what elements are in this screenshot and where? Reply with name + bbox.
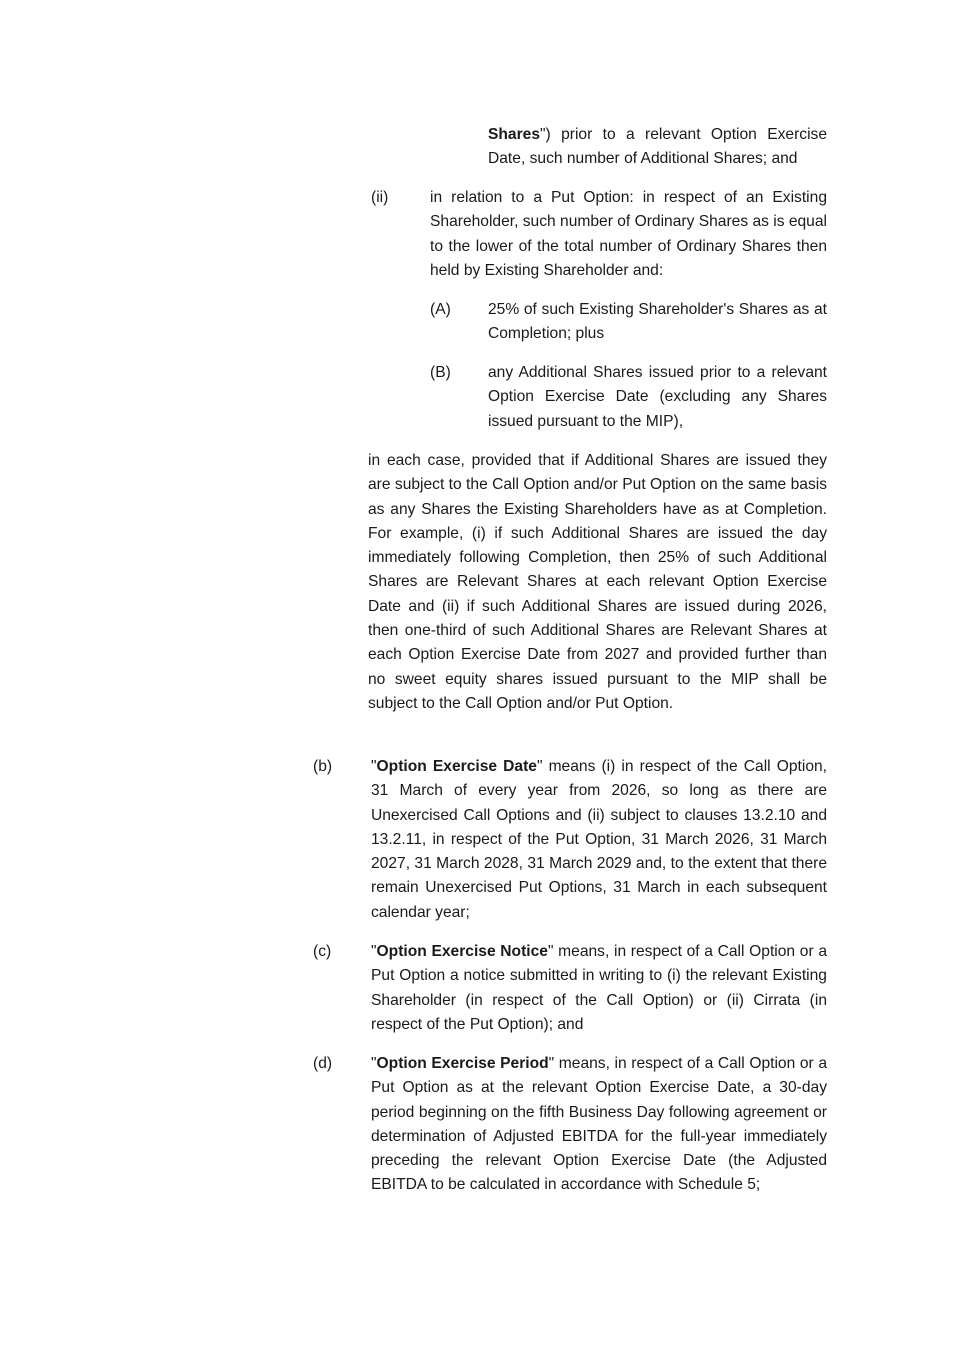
- term-option-exercise-period: Option Exercise Period: [376, 1055, 549, 1072]
- item-d-label: (d): [313, 1055, 333, 1072]
- continuation-paragraph: [488, 123, 827, 172]
- item-B-label: (B): [430, 364, 451, 381]
- term-option-exercise-date: Option Exercise Date: [376, 758, 537, 775]
- item-b-text: " means (i) in respect of the Call Option, 31 March of every year from 2026, so long as there are Unexercised Call Options and (ii) subject to clauses 13.2.10 and 13.2.11, in respect of the Put Option, 31 March 2026, 31 March 2027, 31 March 2028, 31 March 2029 and, to the extent that there remain Unexercised Put Options, 31 March in each subsequent calendar year;: [371, 758, 827, 921]
- defined-term-shares: Shares: [488, 126, 541, 143]
- item-c-open-quote: ": [371, 943, 377, 960]
- item-A-label: (A): [430, 301, 451, 318]
- item-A-text: 25% of such Existing Shareholder's Shares as at Completion; plus: [488, 301, 827, 343]
- item-d-open-quote: ": [371, 1055, 377, 1072]
- item-ii-text: in relation to a Put Option: in respect of an Existing Shareholder, such number of Ordinary Shares as is equal to the lower of the total number of Ordinary Shares then held by Existing Shareholder and:: [430, 189, 827, 279]
- item-d-definition: [371, 1052, 827, 1198]
- item-c-definition: [371, 940, 827, 1037]
- item-B-text: any Additional Shares issued prior to a relevant Option Exercise Date (excluding any Shares issued pursuant to the MIP),: [488, 364, 827, 430]
- item-d-text: " means, in respect of a Call Option or a Put Option as at the relevant Option Exercise Date, a 30-day period beginning on the fifth Business Day following agreement or determination of Adjusted EBITDA for the full-year immediately preceding the relevant Option Exercise Date (the Adjusted EBITDA to be calculated in accordance with Schedule 5;: [371, 1055, 827, 1194]
- continuation-text: ") prior to a relevant Option Exercise Date, such number of Additional Shares; and: [488, 126, 827, 168]
- item-b-label: (b): [313, 758, 333, 775]
- item-b-open-quote: ": [371, 758, 377, 775]
- item-ii-label: (ii): [371, 189, 389, 206]
- item-b-definition: [371, 755, 827, 925]
- item-c-text: " means, in respect of a Call Option or a Put Option a notice submitted in writing to (i) the relevant Existing Shareholder (in respect of the Call Option) or (ii) Cirrata (in respect of the Put Option); and: [371, 943, 827, 1033]
- term-option-exercise-notice: Option Exercise Notice: [376, 943, 548, 960]
- proviso-paragraph: in each case, provided that if Additional Shares are issued they are subject to the Call Option and/or Put Option on the same basis as any Shares the Existing Shareholders have as at Completion. For example, (i) if such Additional Shares are issued the day immediately following Completion, then 25% of such Additional Shares are Relevant Shares at each relevant Option Exercise Date and (ii) if such Additional Shares are issued during 2026, then one-third of such Additional Shares are Relevant Shares at each Option Exercise Date from 2027 and provided further than no sweet equity shares issued pursuant to the MIP shall be subject to the Call Option and/or Put Option.: [368, 452, 827, 712]
- item-c-label: (c): [313, 943, 332, 960]
